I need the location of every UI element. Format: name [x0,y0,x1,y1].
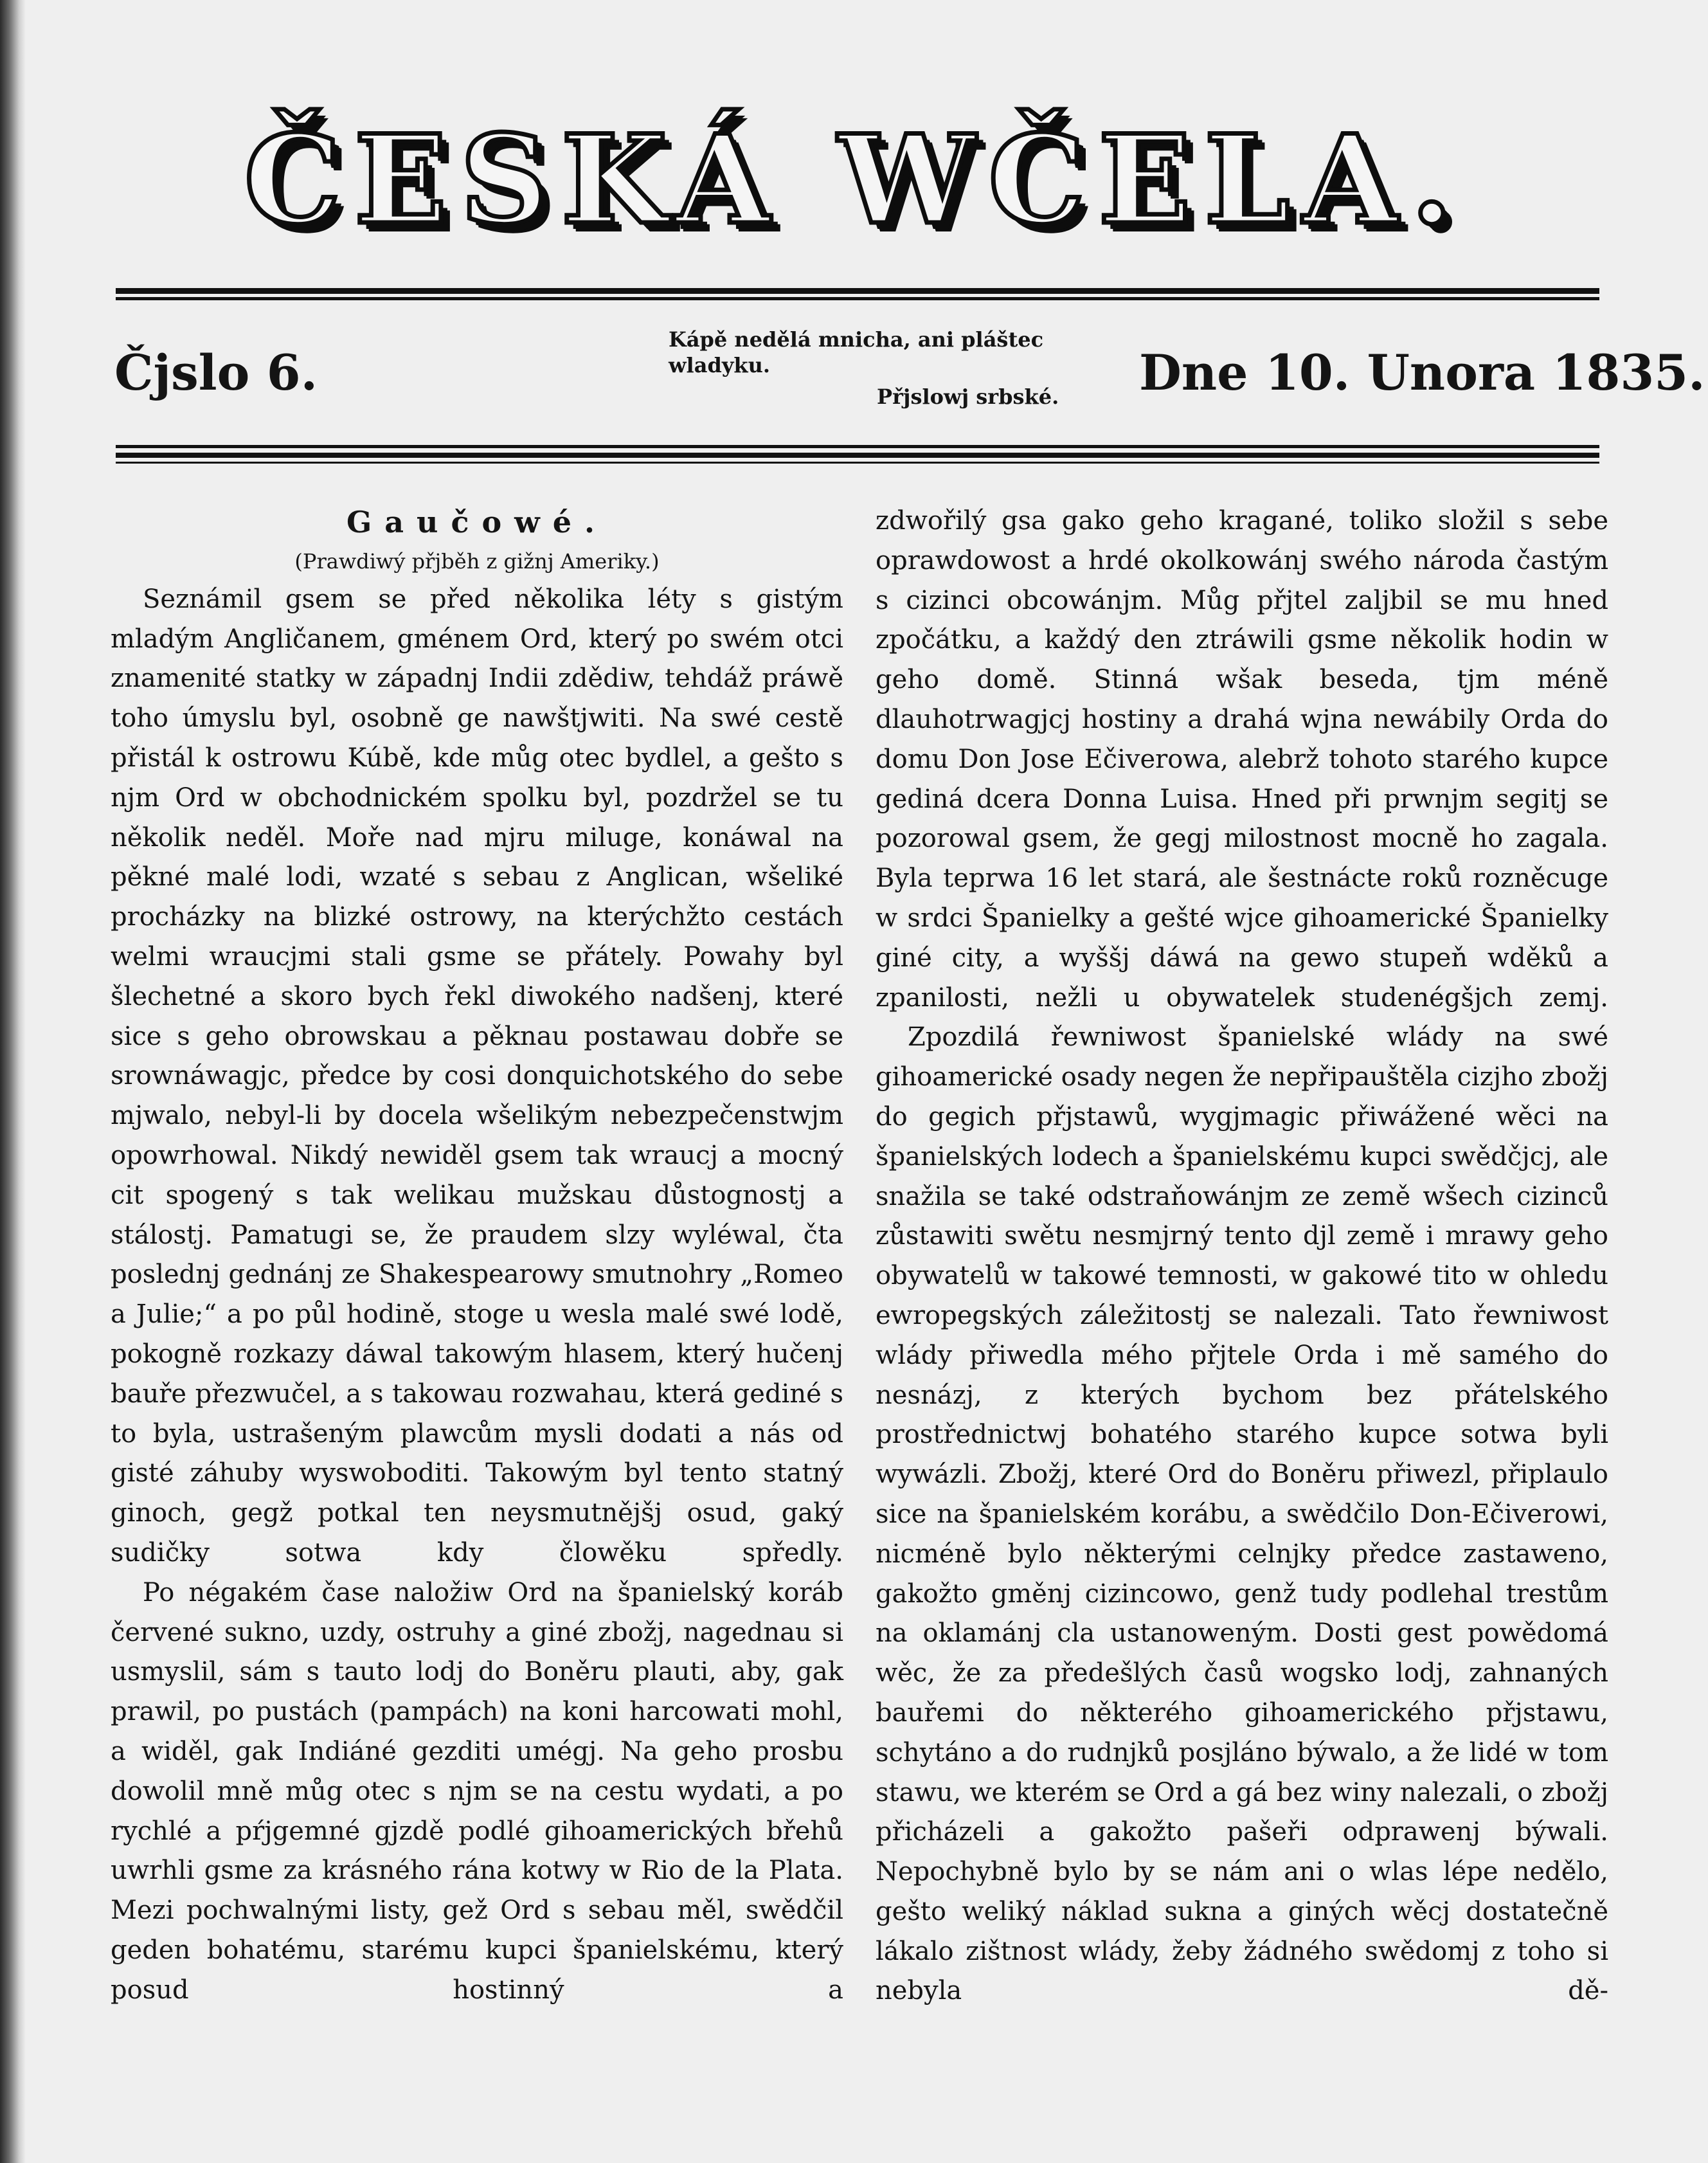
header-rule-top-thick [116,288,1599,294]
paragraph: Po négakém čase naložiw Ord na španielský koráb červené sukno, uzdy, ostruhy a giné zbožj, nagednau si usmyslil, sám s tauto lodj do Boněru plauti, aby, gak prawil, po pustách (pampách) na koni harcowati mohl, a widěl, gak Indiáné gezditi umégj. Na geho prosbu dowolil mně můg otec s njm se na cestu wydati, a po rychlé a pŕjgemné gjzdě podlé gihoamerických břehů uwrhli gsme za krásného rána kotwy w Rio de la Plata. Mezi pochwalnými listy, gež Ord s sebau měl, swědčil geden bohatému, starému kupci španielskému, který posud hostinný a [111,1577,843,2005]
header-rule-bottom-hairline [116,462,1599,464]
header-rule-top-thin [116,297,1599,300]
paragraph: Zpozdilá řewniwost španielské wlády na swé gihoamerické osady negen že nepřipauštěla cizjho zbožj do gegich přjstawů, wygjmagic přiwážené wěci na španielských lodech a španielskému kupci swědčjcj, ale snažila se také odstraňowánjm ze země wšech cizinců zůstawiti swětu nesmjrný tento djl země i mrawy geho obywatelů w takowé temnosti, w gakowé tito w ohledu ewropegských záležitostj se nalezali. Tato řewniwost wlády přiwedla mého přjtele Orda i mě samého do nesnázj, z kterých bychom bez přátelského prostřednictwj bohatého starého kupce sotwa byli wywázli. Zbožj, které Ord do Boněru přiwezl, připlaulo sice na španielském korábu, a swědčilo Don-Ečiverowi, nicméně bylo některými celnjky předce zastaweno, gakožto gměnj cizincowo, genž tudy podlehal trestům na oklamánj cla ustanoweným. Dosti gest powědomá wěc, že za předešlých časů wogsko lodj, zahnaných bauřemi do některého gihoamerického přjstawu, schytáno a do rudnjků posjláno býwalo, a že lidé w tom stawu, we kterém se Ord a gá bez winy nalezali, o zbožj přicházeli a gakožto pašeři odprawenj býwali. Nepochybně bylo by se nám ani o wlas lépe nedělo, gešto weliký náklad sukna a giných wěcj dostatečně lákalo zištnost wlády, žeby žádného swědomj z toho si nebyla dě- [876,1022,1608,2006]
issue-number: Čjslo 6. [114,344,318,401]
issue-date: Dne 10. Unora 1835. [1139,344,1705,401]
paragraph: zdwořilý gsa gako geho kragané, toliko složil s sebe oprawdowost a hrdé okolkowánj swého národa častým s cizinci obcowánjm. Můg přjtel zaljbil se mu hned zpočátku, a každý den ztráwili gsme několik hodin w geho domě. Stinná wšak beseda, tjm méně dlauhotrwagjcj hostiny a drahá wjna newábily Orda do domu Don Jose Ečiverowa, alebrž tohoto starého kupce gediná dcera Donna Luisa. Hned při prwnjm segitj se pozorowal gsem, že gegj milostnost mocně ho zagala. Byla teprwa 16 let stará, ale šestnácte roků rozněcuge w srdci Španielky a gešté wjce gihoamerické Španielky giné city, a wyššj dáwá na gewo stupeň wděků a zpanilosti, nežli u obywatelek studenégšjch zemj. [876,506,1608,1013]
header-rule-bottom-thin [116,445,1599,448]
masthead-title: ČESKÁ WČELA. [244,108,1466,251]
motto: Kápě nedělá mnicha, ani pláštec wladyku. [669,327,1044,377]
column-left [111,502,843,2010]
column-right [876,502,1608,2011]
header-rule-bottom-thick [116,453,1599,458]
paragraph: Seznámil gsem se před několika léty s gistým mladým Angličanem, gménem Ord, který po swém otci znamenité statky w západnj Indii zdědiw, tehdáž práwě toho úmyslu byl, osobně ge nawštjwiti. Na swé cestě přistál k ostrowu Kúbě, kde můg otec bydlel, a gešto s njm Ord w obchodnickém spolku byl, pozdržel se tu několik neděl. Moře nad mjru miluge, konáwal na pěkné malé lodi, wzaté s sebau z Anglican, wšeliké procházky na blizké ostrowy, na kterýchžto cestách welmi wraucjmi stali gsme se přátely. Powahy byl šlechetné a skoro bych řekl diwokého nadšenj, které sice s geho obrowskau a pěknau postawau dobře se srownáwagjc, předce by cosi donquichotského do sebe mjwalo, nebyl-li by docela wšelikým nebezpečenstwjm opowrhowal. Nikdý newiděl gsem tak wraucj a mocný cit spogený s tak welikau mužskau důstognostj a stálostj. Pamatugi se, že praudem slzy wyléwal, čta poslednj gednánj ze Shakespearowy smutnohry „Romeo a Julie;“ a po půl hodině, stoge u wesla malé swé lodě, pokogně rozkazy dáwal takowým hlasem, který hučenj bauře přezwučel, a s takowau rozwahau, která gediné s to byla, ustrašeným plawcům mysli dodati a nás od gisté záhuby wyswoboditi. Takowým byl tento statný ginoch, gegž potkal ten neysmutnějšj osud, gaký sudičky sotwa kdy člowěku spředly. [111,584,843,1568]
article-subtitle: (Prawdiwý přjběh z gižnj Ameriky.) [294,548,660,574]
article-title: Gaučowé. [346,505,608,539]
motto-source: Přjslowj srbské. [877,385,1059,409]
